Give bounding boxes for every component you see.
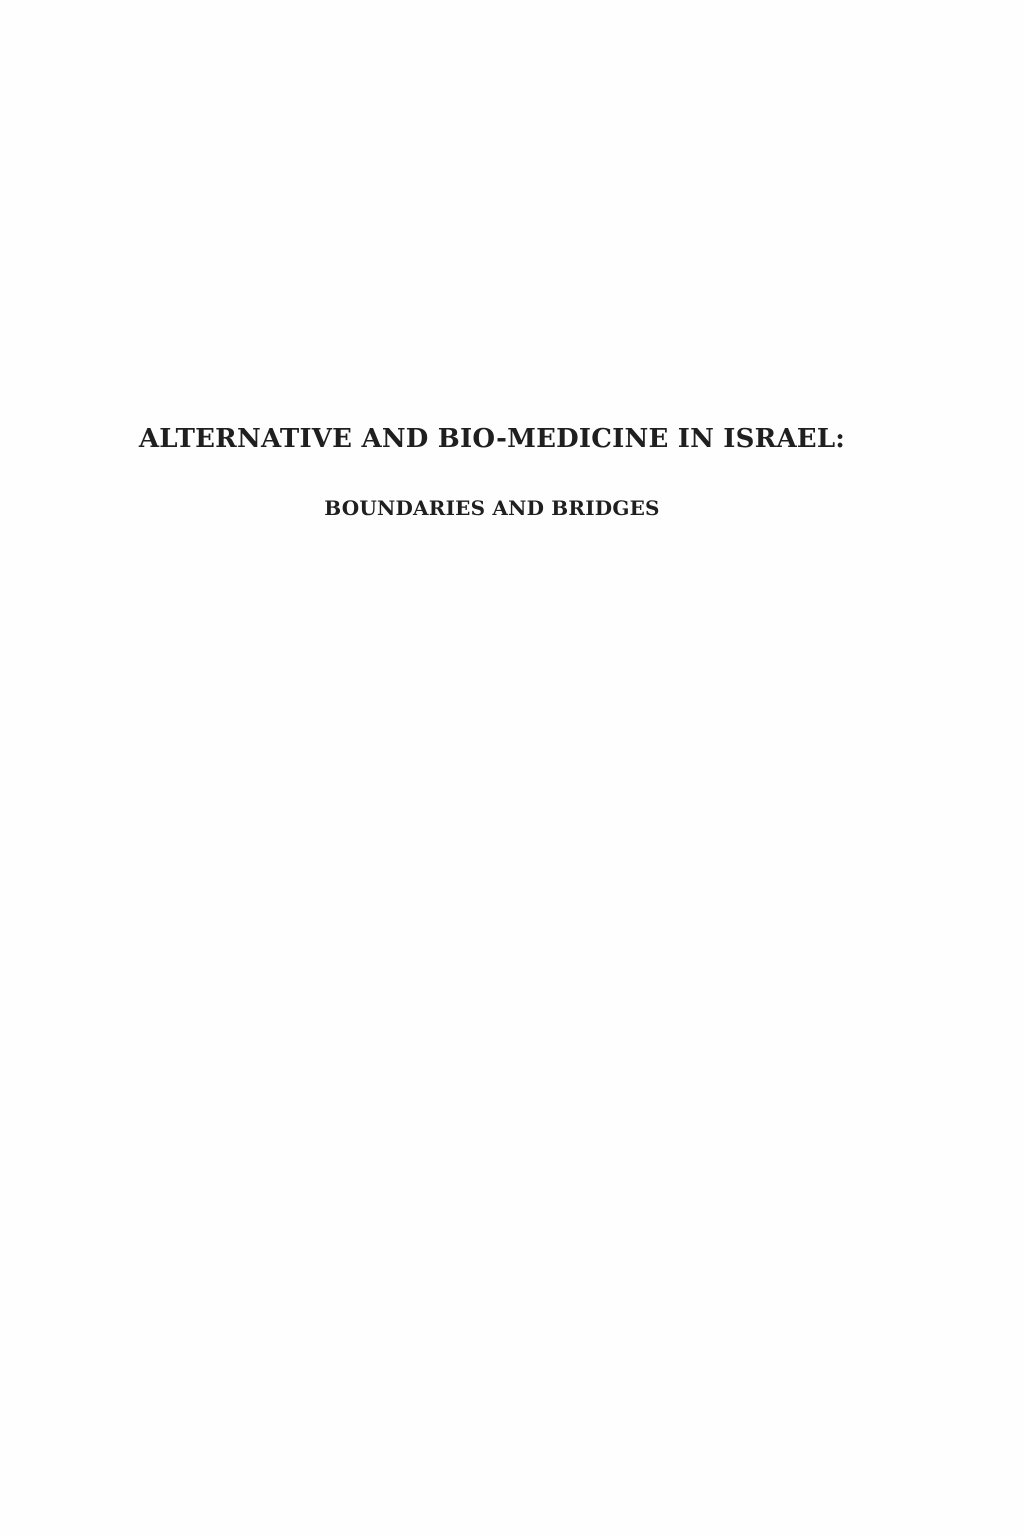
book-subtitle: BOUNDARIES AND BRIDGES xyxy=(324,496,660,520)
book-title: ALTERNATIVE AND BIO-MEDICINE IN ISRAEL: xyxy=(138,424,846,454)
